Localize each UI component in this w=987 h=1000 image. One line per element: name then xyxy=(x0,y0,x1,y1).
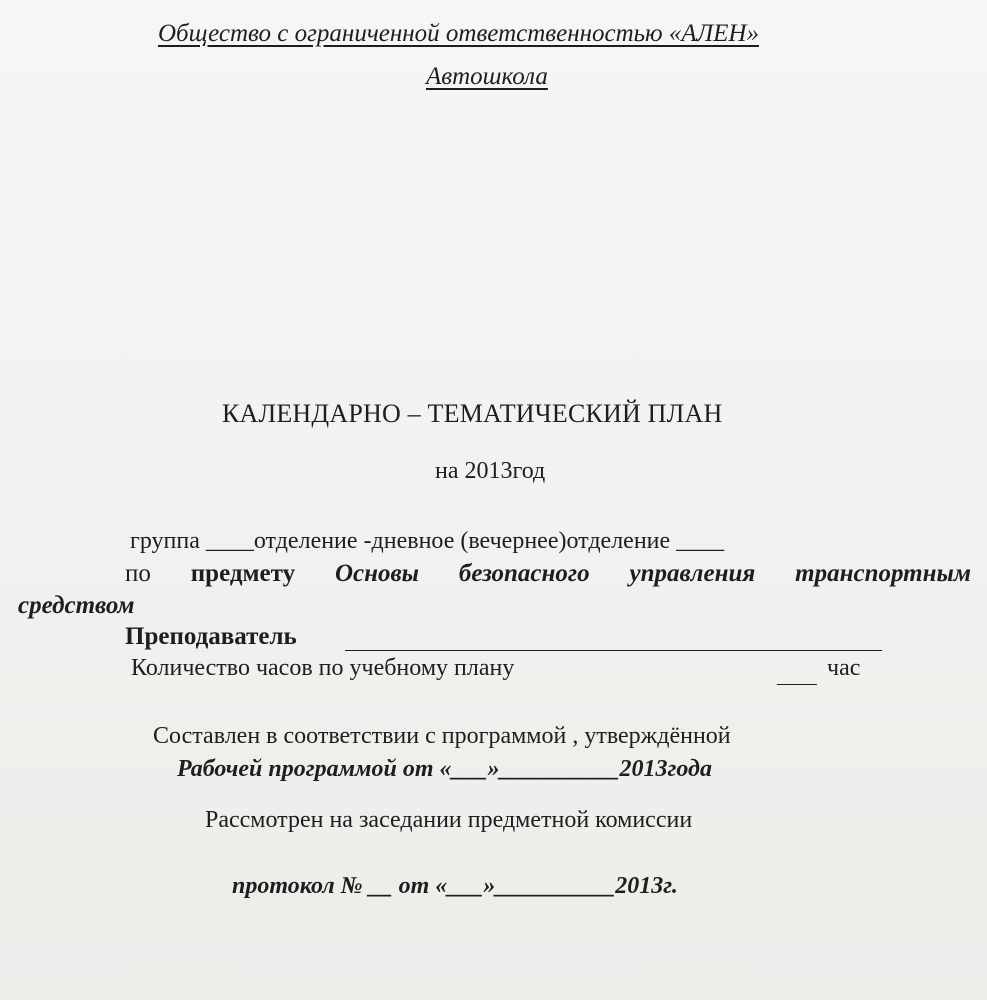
subject-line xyxy=(125,560,971,588)
teacher-blank-line xyxy=(345,650,882,651)
subject-keyword: предмету xyxy=(190,560,296,587)
subject-word: безопасного xyxy=(458,560,590,587)
subject-word: транспортным xyxy=(795,560,971,587)
hours-blank-line xyxy=(777,684,817,685)
school-name: Автошкола xyxy=(426,63,548,90)
hours-label: Количество часов по учебному плану xyxy=(131,655,515,681)
group-department-line: группа ____отделение -дневное (вечернее)отделение ____ xyxy=(130,528,725,554)
subject-word: управления xyxy=(629,560,756,587)
organization-name: Общество с ограниченной ответственностью «АЛЕН» xyxy=(158,20,759,47)
reviewed-line: Рассмотрен на заседании предметной комиссии xyxy=(205,807,693,833)
protocol-line: протокол № __ от «___»__________2013г. xyxy=(232,873,678,899)
subject-continuation: средством xyxy=(18,592,135,619)
subject-prefix: по xyxy=(125,560,151,587)
hours-unit: час xyxy=(827,655,861,681)
subject-word: Основы xyxy=(334,560,419,587)
document-title: КАЛЕНДАРНО – ТЕМАТИЧЕСКИЙ ПЛАН xyxy=(222,399,723,428)
compiled-line: Составлен в соответствии с программой , утверждённой xyxy=(153,723,731,749)
program-line: Рабочей программой от «___»__________2013года xyxy=(177,756,712,782)
teacher-label: Преподаватель xyxy=(125,623,297,650)
plan-year: на 2013год xyxy=(435,458,546,484)
